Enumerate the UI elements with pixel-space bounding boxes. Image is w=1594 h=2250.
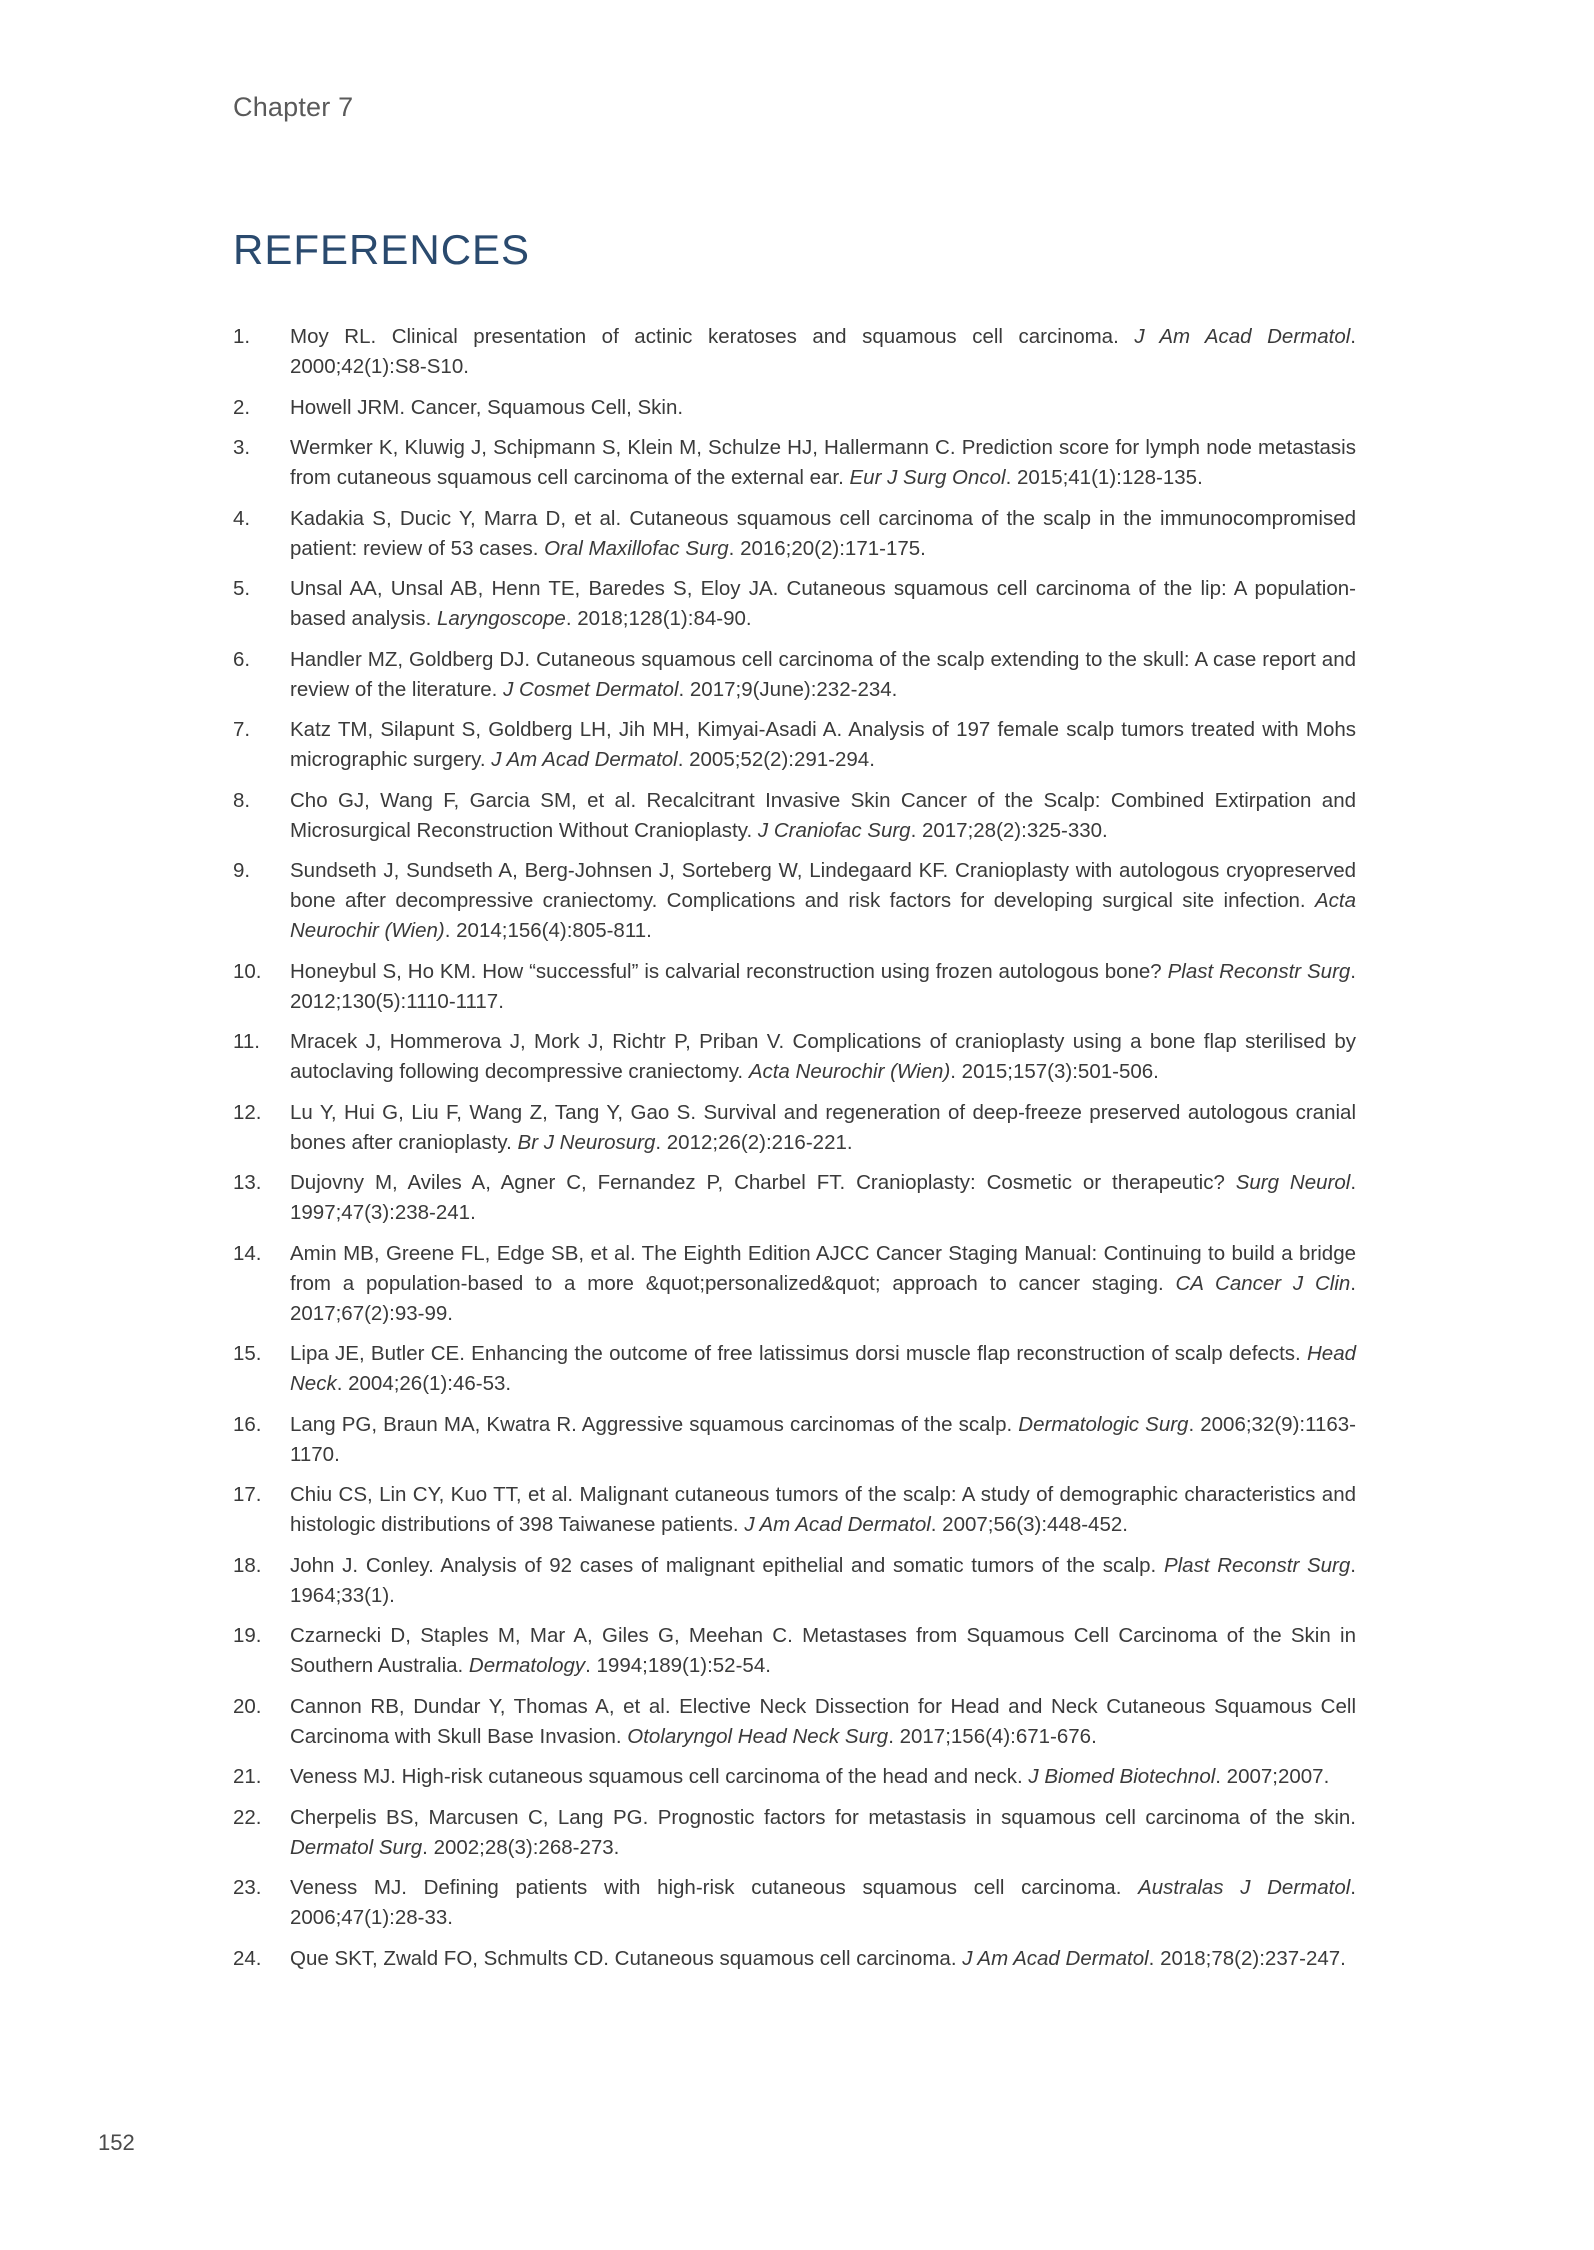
reference-citation: Dujovny M, Aviles A, Agner C, Fernandez P, Charbel FT. Cranioplasty: Cosmetic or therapeutic? xyxy=(290,1171,1236,1194)
reference-details: . 2002;28(3):268-273. xyxy=(422,1835,620,1859)
reference-journal: J Am Acad Dermatol xyxy=(1134,325,1351,348)
reference-citation: Kadakia S, Ducic Y, Marra D, et al. Cutaneous squamous cell carcinoma of the scalp in the immunocompromised patient: review of 53 cases. xyxy=(290,506,1356,560)
reference-item xyxy=(233,1098,1356,1158)
reference-details: . 2015;41(1):128-135. xyxy=(1005,466,1203,489)
reference-number: 1. xyxy=(233,325,251,348)
reference-details: . 2007;2007. xyxy=(1215,1765,1330,1788)
reference-journal: Surg Neurol xyxy=(1235,1171,1351,1194)
reference-details: . 2004;26(1):46-53. xyxy=(336,1372,512,1395)
reference-number: 16. xyxy=(233,1412,262,1436)
reference-number: 5. xyxy=(233,577,251,600)
reference-journal: Australas J Dermatol xyxy=(1138,1876,1351,1899)
reference-item xyxy=(233,1762,1356,1792)
reference-citation: Chiu CS, Lin CY, Kuo TT, et al. Malignant cutaneous tumors of the scalp: A study of demographic characteristics and histologic distributions of 398 Taiwanese patients. xyxy=(290,1483,1356,1536)
reference-item xyxy=(233,1944,1356,1974)
reference-item xyxy=(233,1339,1356,1399)
reference-details: . 2000;42(1):S8-S10. xyxy=(290,325,1356,378)
reference-citation: Cherpelis BS, Marcusen C, Lang PG. Prognostic factors for metastasis in squamous cell carcinoma of the skin. xyxy=(290,1805,1356,1829)
chapter-label: Chapter 7 xyxy=(233,92,354,122)
reference-item xyxy=(233,1803,1356,1863)
reference-citation: Honeybul S, Ho KM. How “successful” is calvarial reconstruction using frozen autologous bone? xyxy=(290,959,1168,983)
reference-journal: Eur J Surg Oncol xyxy=(849,466,1006,489)
reference-number: 15. xyxy=(233,1342,262,1365)
reference-text xyxy=(290,504,1356,564)
reference-item xyxy=(233,856,1356,946)
reference-citation: Moy RL. Clinical presentation of actinic keratoses and squamous cell carcinoma. xyxy=(290,325,1135,348)
reference-text xyxy=(290,322,1356,382)
reference-text xyxy=(290,1621,1356,1681)
reference-item xyxy=(233,786,1356,846)
reference-item xyxy=(233,715,1356,775)
page-number: 152 xyxy=(98,2130,135,2155)
reference-journal: Dermatology xyxy=(468,1654,586,1677)
reference-text xyxy=(290,715,1356,775)
reference-text xyxy=(290,1339,1356,1399)
reference-citation: Czarnecki D, Staples M, Mar A, Giles G, Meehan C. Metastases from Squamous Cell Carcinoma of the Skin in Southern Australia. xyxy=(290,1624,1356,1677)
reference-journal: J Am Acad Dermatol xyxy=(962,1946,1149,1970)
reference-citation: Lu Y, Hui G, Liu F, Wang Z, Tang Y, Gao S. Survival and regeneration of deep-freeze preserved autologous cranial bones after cranioplasty. xyxy=(290,1100,1356,1154)
reference-citation: John J. Conley. Analysis of 92 cases of malignant epithelial and somatic tumors of the scalp. xyxy=(290,1553,1164,1577)
reference-details: . 2014;156(4):805-811. xyxy=(444,919,652,942)
reference-details: . 2017;156(4):671-676. xyxy=(888,1724,1097,1748)
reference-details: . 1997;47(3):238-241. xyxy=(290,1171,1357,1224)
reference-journal: J Craniofac Surg xyxy=(757,818,911,842)
reference-number: 14. xyxy=(233,1241,262,1265)
reference-text xyxy=(290,1762,1356,1792)
reference-citation: Cannon RB, Dundar Y, Thomas A, et al. Elective Neck Dissection for Head and Neck Cutaneous Squamous Cell Carcinoma with Skull Base Invasion. xyxy=(290,1694,1356,1748)
reference-item xyxy=(233,957,1356,1017)
reference-text xyxy=(290,1944,1356,1974)
reference-item xyxy=(233,1551,1356,1611)
reference-text xyxy=(290,1027,1356,1087)
reference-details: . 2006;32(9):1163-1170. xyxy=(290,1412,1357,1466)
reference-number: 9. xyxy=(233,859,251,882)
reference-number: 18. xyxy=(233,1553,262,1577)
reference-item xyxy=(233,1873,1356,1933)
reference-item xyxy=(233,1621,1356,1681)
reference-citation: Sundseth J, Sundseth A, Berg-Johnsen J, Sorteberg W, Lindegaard KF. Cranioplasty with autologous cryopreserved bone after decompressive craniectomy. Complications and risk factors for developing surgical site infection. xyxy=(290,859,1356,912)
reference-journal: Acta Neurochir (Wien) xyxy=(748,1060,951,1083)
reference-item xyxy=(233,393,1356,423)
reference-details: . 2007;56(3):448-452. xyxy=(930,1513,1128,1536)
reference-citation: Katz TM, Silapunt S, Goldberg LH, Jih MH, Kimyai-Asadi A. Analysis of 197 female scalp tumors treated with Mohs micrographic surgery. xyxy=(290,718,1356,771)
reference-details: . 2006;47(1):28-33. xyxy=(290,1876,1356,1929)
reference-citation: Lang PG, Braun MA, Kwatra R. Aggressive squamous carcinomas of the scalp. xyxy=(290,1412,1019,1436)
reference-details: . 2017;28(2):325-330. xyxy=(910,818,1108,842)
reference-journal: CA Cancer J Clin xyxy=(1175,1271,1351,1295)
reference-item xyxy=(233,433,1356,493)
reference-journal: J Am Acad Dermatol xyxy=(744,1513,931,1536)
reference-list xyxy=(233,322,1356,1984)
reference-text xyxy=(290,957,1356,1017)
reference-journal: Plast Reconstr Surg xyxy=(1167,959,1351,983)
reference-text xyxy=(290,1873,1356,1933)
reference-number: 8. xyxy=(233,788,251,812)
reference-citation: Lipa JE, Butler CE. Enhancing the outcome of free latissimus dorsi muscle flap reconstruction of scalp defects. xyxy=(290,1342,1307,1365)
reference-details: . 2017;9(June):232-234. xyxy=(678,677,898,701)
reference-text xyxy=(290,1410,1356,1470)
reference-number: 23. xyxy=(233,1876,262,1899)
reference-item xyxy=(233,1027,1356,1087)
reference-text xyxy=(290,393,1356,423)
reference-item xyxy=(233,1239,1356,1329)
reference-journal: Oral Maxillofac Surg xyxy=(544,536,729,560)
reference-item xyxy=(233,322,1356,382)
reference-journal: Dermatologic Surg xyxy=(1018,1412,1189,1436)
reference-item xyxy=(233,1410,1356,1470)
reference-journal: Plast Reconstr Surg xyxy=(1163,1553,1351,1577)
reference-citation: Amin MB, Greene FL, Edge SB, et al. The Eighth Edition AJCC Cancer Staging Manual: Continuing to build a bridge from a population-based to a more &quot;personalized&quot; approach to cancer staging. xyxy=(290,1241,1356,1295)
reference-citation: Que SKT, Zwald FO, Schmults CD. Cutaneous squamous cell carcinoma. xyxy=(290,1946,963,1970)
reference-journal: Laryngoscope xyxy=(437,607,566,630)
reference-text xyxy=(290,1551,1356,1611)
reference-text xyxy=(290,1168,1356,1228)
reference-number: 13. xyxy=(233,1171,262,1194)
reference-text xyxy=(290,1480,1356,1540)
reference-number: 4. xyxy=(233,506,251,530)
reference-citation: Cho GJ, Wang F, Garcia SM, et al. Recalcitrant Invasive Skin Cancer of the Scalp: Combined Extirpation and Microsurgical Reconstruction Without Cranioplasty. xyxy=(290,788,1356,842)
reference-details: . 2015;157(3):501-506. xyxy=(950,1060,1159,1083)
reference-citation: Handler MZ, Goldberg DJ. Cutaneous squamous cell carcinoma of the scalp extending to the skull: A case report and review of the literature. xyxy=(290,647,1356,701)
reference-citation: Veness MJ. High-risk cutaneous squamous cell carcinoma of the head and neck. xyxy=(290,1765,1029,1788)
reference-citation: Howell JRM. Cancer, Squamous Cell, Skin. xyxy=(290,395,684,419)
reference-details: . 2016;20(2):171-175. xyxy=(728,536,926,560)
reference-number: 10. xyxy=(233,959,262,983)
reference-number: 22. xyxy=(233,1805,262,1829)
reference-details: . 2012;130(5):1110-1117. xyxy=(290,959,1356,1013)
reference-number: 2. xyxy=(233,395,251,419)
reference-text xyxy=(290,1692,1356,1752)
reference-number: 11. xyxy=(233,1030,260,1053)
reference-citation: Mracek J, Hommerova J, Mork J, Richtr P, Priban V. Complications of cranioplasty using a bone flap sterilised by autoclaving following decompressive craniectomy. xyxy=(290,1030,1356,1083)
reference-details: . 2005;52(2):291-294. xyxy=(677,748,875,771)
reference-details: . 1994;189(1):52-54. xyxy=(585,1654,771,1677)
reference-text xyxy=(290,433,1356,493)
reference-details: . 2018;128(1):84-90. xyxy=(565,607,752,630)
reference-number: 6. xyxy=(233,647,251,671)
reference-number: 3. xyxy=(233,436,251,459)
reference-text xyxy=(290,574,1356,634)
reference-journal: J Cosmet Dermatol xyxy=(503,677,679,701)
reference-details: . 2017;67(2):93-99. xyxy=(290,1271,1356,1325)
reference-text xyxy=(290,1803,1356,1863)
reference-number: 12. xyxy=(233,1100,262,1124)
reference-item xyxy=(233,504,1356,564)
reference-journal: Dermatol Surg xyxy=(290,1835,423,1859)
reference-item xyxy=(233,1168,1356,1228)
reference-journal: Head Neck xyxy=(290,1342,1356,1395)
reference-journal: J Am Acad Dermatol xyxy=(491,748,678,771)
reference-text xyxy=(290,1098,1356,1158)
reference-journal: Br J Neurosurg xyxy=(517,1130,656,1154)
reference-text xyxy=(290,856,1356,946)
reference-item xyxy=(233,1692,1356,1752)
reference-details: . 2012;26(2):216-221. xyxy=(655,1130,853,1154)
reference-citation: Wermker K, Kluwig J, Schipmann S, Klein M, Schulze HJ, Hallermann C. Prediction score for lymph node metastasis from cutaneous squamous cell carcinoma of the external ear. xyxy=(290,436,1356,489)
reference-journal: Otolaryngol Head Neck Surg xyxy=(627,1724,889,1748)
reference-citation: Veness MJ. Defining patients with high-risk cutaneous squamous cell carcinoma. xyxy=(290,1876,1139,1899)
reference-number: 7. xyxy=(233,718,251,741)
reference-text xyxy=(290,786,1356,846)
reference-number: 21. xyxy=(233,1765,262,1788)
reference-number: 17. xyxy=(233,1483,262,1506)
reference-number: 19. xyxy=(233,1624,262,1647)
references-heading: REFERENCES xyxy=(233,226,531,273)
reference-citation: Unsal AA, Unsal AB, Henn TE, Baredes S, Eloy JA. Cutaneous squamous cell carcinoma of the lip: A population-based analysis. xyxy=(290,577,1356,630)
reference-item xyxy=(233,1480,1356,1540)
reference-number: 20. xyxy=(233,1694,262,1718)
reference-details: . 1964;33(1). xyxy=(290,1553,1356,1607)
reference-journal: Acta Neurochir (Wien) xyxy=(290,889,1356,942)
reference-item xyxy=(233,645,1356,705)
reference-details: . 2018;78(2):237-247. xyxy=(1148,1946,1346,1970)
reference-text xyxy=(290,1239,1356,1329)
reference-number: 24. xyxy=(233,1946,262,1970)
reference-text xyxy=(290,645,1356,705)
reference-item xyxy=(233,574,1356,634)
reference-journal: J Biomed Biotechnol xyxy=(1028,1765,1216,1788)
